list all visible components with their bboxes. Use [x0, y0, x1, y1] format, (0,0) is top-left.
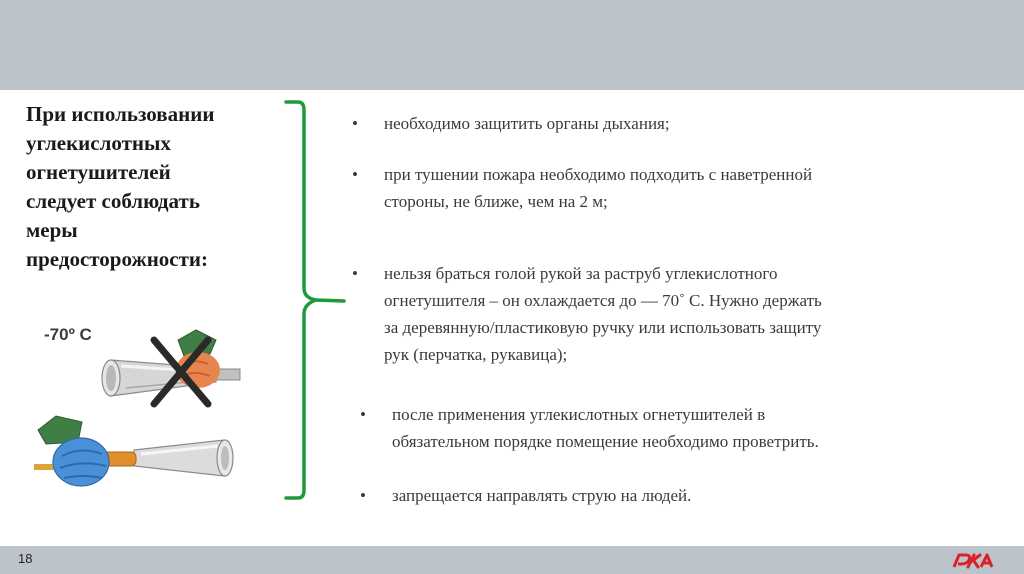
list-item-text: запрещается направлять струю на людей.	[392, 486, 692, 505]
curly-brace	[282, 98, 352, 508]
list-item-text: обязательном порядке помещение необходимо проветрить.	[392, 432, 819, 451]
slide-number: 18	[18, 551, 33, 566]
list-item-text: рук (перчатка, рукавица);	[384, 345, 568, 364]
gloved-hand-icon	[38, 416, 109, 486]
list-item-text: необходимо защитить органы дыхания;	[384, 114, 670, 133]
footer-band	[0, 546, 1024, 574]
heading-line: меры	[26, 218, 78, 242]
header-band	[0, 0, 1024, 90]
heading-line: При использовании	[26, 102, 215, 126]
bullet-marker: •	[352, 165, 358, 184]
heading-line: предосторожности:	[26, 247, 209, 271]
horn-lower-icon	[134, 440, 233, 476]
list-item	[352, 161, 812, 215]
list-item	[360, 482, 691, 509]
list-item-text: за деревянную/пластиковую ручку или использовать защиту	[384, 318, 822, 337]
heading-line: следует соблюдать	[26, 189, 200, 213]
rzd-logo-icon	[950, 553, 994, 569]
list-item	[360, 401, 819, 455]
extinguisher-illustration	[26, 318, 251, 503]
list-item	[352, 110, 670, 137]
bullet-marker: •	[352, 114, 358, 133]
bullet-marker: •	[352, 264, 358, 283]
list-item-text: после применения углекислотных огнетушителей в	[392, 405, 766, 424]
heading-line: углекислотных	[26, 131, 171, 155]
slide-heading	[26, 100, 276, 274]
list-item-text: нельзя браться голой рукой за раструб углекислотного	[384, 264, 778, 283]
list-item-text: стороны, не ближе, чем на 2 м;	[384, 192, 608, 211]
bullet-marker: •	[360, 486, 366, 505]
heading-line: огнетушителей	[26, 160, 171, 184]
list-item-text: огнетушителя – он охлаждается до — 70˚ С. Нужно держать	[384, 291, 822, 310]
list-item-text: при тушении пожара необходимо подходить с наветренной	[384, 165, 813, 184]
bullet-marker: •	[360, 405, 366, 424]
temperature-label: -70º С	[44, 325, 92, 344]
list-item	[352, 260, 822, 368]
